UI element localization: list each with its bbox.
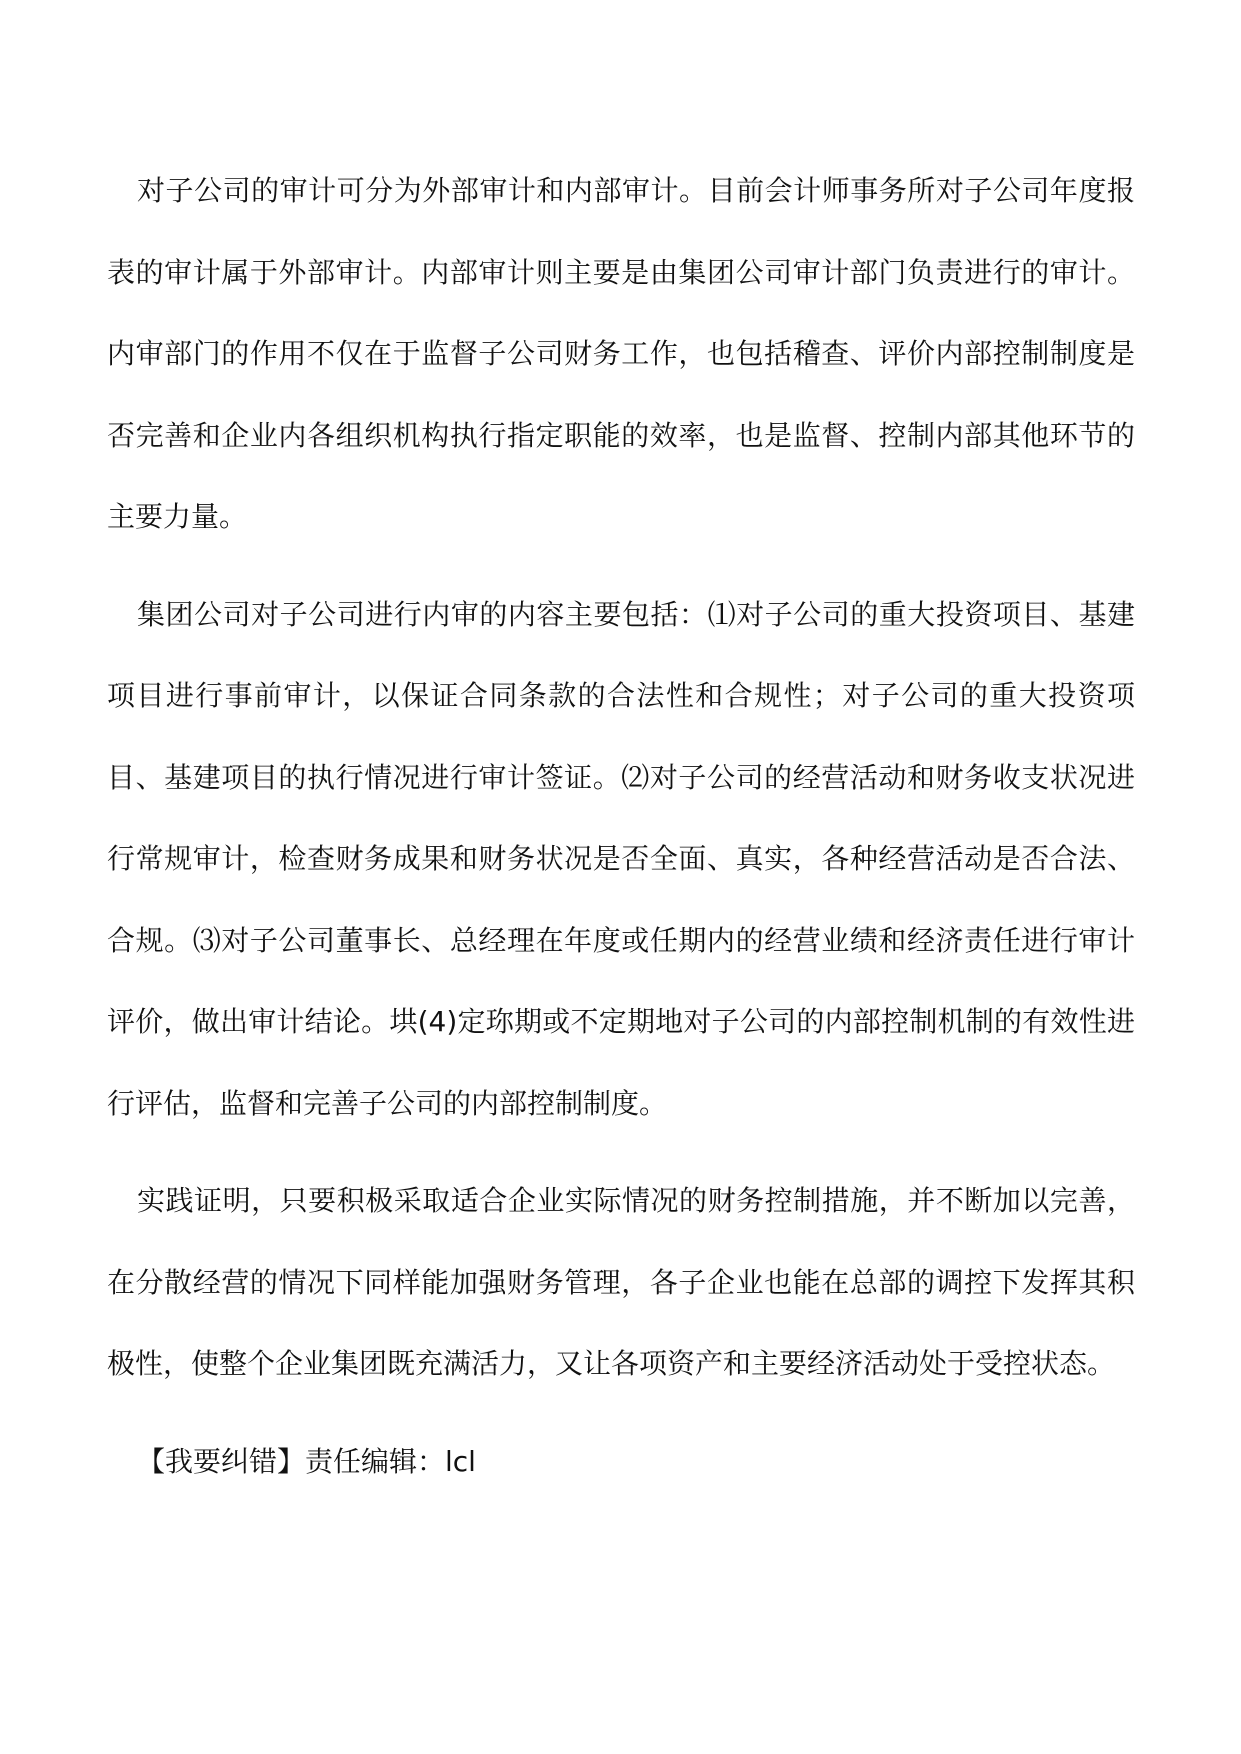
paragraph-internal-audit: 对子公司的审计可分为外部审计和内部审计。目前会计师事务所对子公司年度报表的审计属于外部审计。内部审计则主要是由集团公司审计部门负责进行的审计。内审部门的作用不仅在于监督子公司财务工作，也包括稽查、评价内部控制制度是否完善和企业内各组织机构执行指定职能的效率，也是监督、控制内部其他环节的主要力量。 — [107, 174, 1135, 533]
paragraph-audit-content: 集团公司对子公司进行内审的内容主要包括：⑴对子公司的重大投资项目、基建项目进行事前审计，以保证合同条款的合法性和合规性；对子公司的重大投资项目、基建项目的执行情况进行审计签证。⑵对子公司的经营活动和财务收支状况进行常规审计，检查财务成果和财务状况是否全面、真实，各种经营活动是否合法、合规。⑶对子公司董事长、总经理在年度或任期内的经营业绩和经济责任进行审计评价，做出审计结论。垬(4)定珎期或不定期地对子公司的内部控制机制的有效性进行评估，监督和完善子公司的内部控制制度。 — [107, 597, 1135, 1120]
report-error-editor-note[interactable]: 【我要纠错】责任编辑：lcl — [137, 1444, 476, 1478]
document-body — [107, 150, 1135, 1502]
paragraph-conclusion: 实践证明，只要积极采取适合企业实际情况的财务控制措施，并不断加以完善，在分散经营的情况下同样能加强财务管理，各子企业也能在总部的调控下发挥其积极性，使整个企业集团既充满活力，又让各项资产和主要经济活动处于受控状态。 — [107, 1184, 1135, 1380]
